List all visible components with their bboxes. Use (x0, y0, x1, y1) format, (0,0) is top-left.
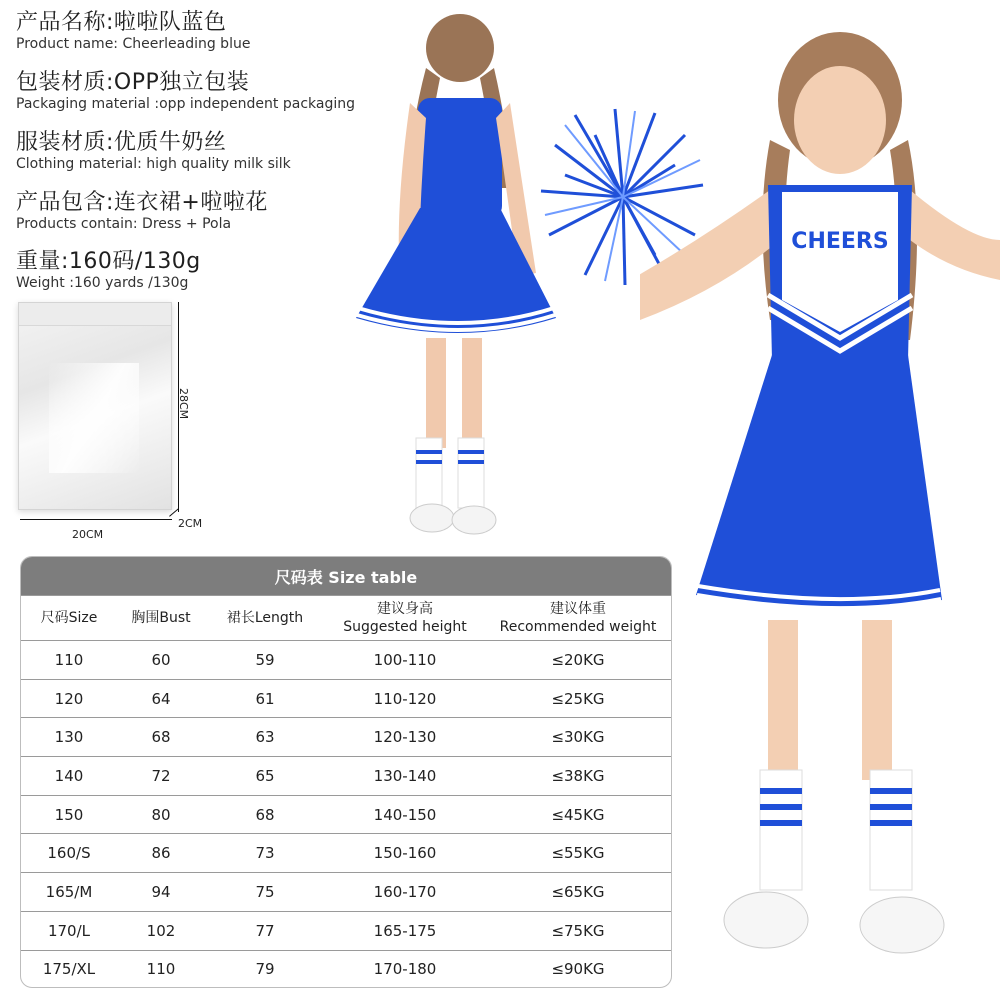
spec-en: Product name: Cheerleading blue (16, 36, 251, 52)
face (794, 66, 886, 174)
spec-cn: 产品名称:啦啦队蓝色 (16, 10, 227, 35)
bust-cell: 68 (151, 728, 171, 747)
shoe-right (860, 897, 944, 953)
bust-cell: 60 (151, 650, 171, 669)
size-table (20, 556, 672, 988)
bust-cell: 86 (151, 844, 171, 863)
spec-weight (16, 249, 201, 292)
table-row (21, 795, 671, 834)
table-row (21, 911, 671, 950)
size-cell: 150 (54, 805, 84, 824)
front-view-model-photo (640, 20, 1000, 980)
table-row (21, 833, 671, 872)
bust-cell: 72 (151, 766, 171, 785)
arm-raised (640, 190, 780, 320)
size-cell: 110 (54, 650, 84, 669)
spec-en: Products contain: Dress + Pola (16, 216, 232, 232)
sock-stripe (458, 460, 484, 464)
width-dimension-label: 20CM (72, 528, 104, 541)
spec-en: Clothing material: high quality milk silk (16, 156, 291, 172)
height-cell: 130-140 (373, 766, 437, 785)
sock-left (416, 438, 442, 508)
bust-cell: 80 (151, 805, 171, 824)
leg-left (426, 338, 446, 448)
spec-product-name (16, 10, 250, 53)
column-header-weight (485, 596, 671, 640)
table-row (21, 679, 671, 718)
size-table-title: 尺码表 Size table (21, 557, 671, 595)
column-header-line: 尺码Size (40, 610, 98, 626)
length-cell: 73 (255, 844, 275, 863)
height-cell: 120-130 (373, 728, 437, 747)
weight-cell: ≤90KG (551, 960, 605, 979)
table-row (21, 640, 671, 679)
column-header-bust (117, 596, 205, 640)
weight-cell: ≤55KG (551, 844, 605, 863)
size-table-body (21, 640, 671, 988)
sock-stripe (416, 450, 442, 454)
column-header-line: 裙长Length (226, 610, 304, 626)
length-cell: 75 (255, 882, 275, 901)
column-header-line: 建议体重 (550, 601, 606, 617)
shoe-left (410, 504, 454, 532)
height-cell: 150-160 (373, 844, 437, 863)
sock-stripe (870, 788, 912, 794)
height-cell: 165-175 (373, 921, 437, 940)
length-cell: 68 (255, 805, 275, 824)
spec-material (16, 130, 291, 173)
sock-stripe (760, 804, 802, 810)
table-row (21, 717, 671, 756)
column-header-length (205, 596, 325, 640)
height-cell: 140-150 (373, 805, 437, 824)
length-cell: 59 (255, 650, 275, 669)
bust-cell: 64 (151, 689, 171, 708)
package-seal (19, 303, 171, 326)
table-row (21, 756, 671, 795)
sock-stripe (458, 450, 484, 454)
package-shine (49, 363, 139, 473)
sock-stripe (416, 460, 442, 464)
sock-stripe (760, 788, 802, 794)
sock-right (458, 438, 484, 508)
weight-cell: ≤65KG (551, 882, 605, 901)
weight-cell: ≤25KG (551, 689, 605, 708)
spec-cn: 包装材质:OPP独立包装 (16, 70, 250, 95)
leg-left (768, 620, 798, 780)
leg-right (462, 338, 482, 448)
height-cell: 110-120 (373, 689, 437, 708)
weight-cell: ≤30KG (551, 728, 605, 747)
column-header-line: 胸围Bust (131, 610, 191, 626)
height-cell: 170-180 (373, 960, 437, 979)
spec-en: Weight :160 yards /130g (16, 275, 189, 291)
size-cell: 130 (54, 728, 84, 747)
spec-contents (16, 190, 268, 233)
sock-stripe (870, 804, 912, 810)
opp-package-image (18, 302, 172, 510)
spec-cn: 产品包含:连衣裙+啦啦花 (16, 190, 268, 215)
leg-right (862, 620, 892, 780)
length-cell: 79 (255, 960, 275, 979)
shoe-right (452, 506, 496, 534)
size-table-header-row (21, 595, 671, 640)
size-cell: 140 (54, 766, 84, 785)
length-cell: 61 (255, 689, 275, 708)
height-cell: 100-110 (373, 650, 437, 669)
width-dimension-line (20, 519, 172, 520)
table-row (21, 950, 671, 989)
shoe-left (724, 892, 808, 948)
dress-bodice (418, 98, 502, 218)
dress-cheers-text: CHEERS (791, 229, 889, 254)
bust-cell: 94 (151, 882, 171, 901)
column-header-line: Suggested height (343, 619, 467, 635)
size-cell: 160/S (47, 844, 91, 863)
size-cell: 175/XL (42, 960, 96, 979)
column-header-size (21, 596, 117, 640)
spec-cn: 服装材质:优质牛奶丝 (16, 130, 227, 155)
bust-cell: 110 (146, 960, 176, 979)
size-cell: 165/M (45, 882, 93, 901)
sock-stripe (870, 820, 912, 826)
bust-cell: 102 (146, 921, 176, 940)
spec-cn: 重量:160码/130g (16, 249, 201, 274)
length-cell: 77 (255, 921, 275, 940)
length-cell: 63 (255, 728, 275, 747)
hair-shape (426, 14, 494, 82)
sock-stripe (760, 820, 802, 826)
height-cell: 160-170 (373, 882, 437, 901)
size-cell: 120 (54, 689, 84, 708)
column-header-height (325, 596, 485, 640)
column-header-line: 建议身高 (377, 601, 433, 617)
dress-skirt (696, 355, 942, 609)
table-row (21, 872, 671, 911)
arm-right (910, 190, 1000, 280)
length-cell: 65 (255, 766, 275, 785)
weight-cell: ≤45KG (551, 805, 605, 824)
column-header-line: Recommended weight (499, 619, 657, 635)
height-dimension-label: 28CM (177, 388, 190, 420)
spec-packaging (16, 70, 355, 113)
weight-cell: ≤20KG (551, 650, 605, 669)
weight-cell: ≤75KG (551, 921, 605, 940)
weight-cell: ≤38KG (551, 766, 605, 785)
spec-en: Packaging material :opp independent packaging (16, 96, 355, 112)
size-cell: 170/L (47, 921, 91, 940)
depth-dimension-label: 2CM (178, 517, 203, 530)
